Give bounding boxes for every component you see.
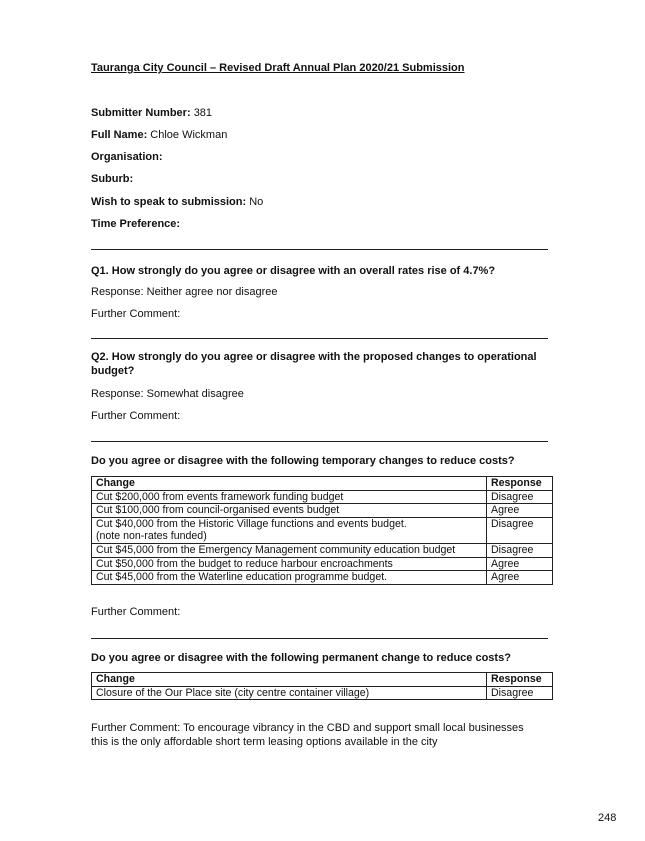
divider [91, 441, 548, 442]
column-header-change: Change [92, 673, 487, 687]
permanent-question: Do you agree or disagree with the following permanent change to reduce costs? [91, 652, 511, 664]
full-name-field [91, 129, 227, 141]
column-header-response: Response [487, 477, 553, 491]
response-cell: Agree [487, 571, 553, 585]
table-row [92, 517, 553, 543]
table-row [92, 504, 553, 518]
change-cell: Cut $100,000 from council-organised events budget [92, 504, 487, 518]
temporary-changes-table [91, 476, 553, 585]
response-cell: Agree [487, 504, 553, 518]
page-number: 248 [598, 812, 617, 824]
divider [91, 249, 548, 250]
q1-question: Q1. How strongly do you agree or disagree with an overall rates rise of 4.7%? [91, 265, 496, 277]
table-row [92, 571, 553, 585]
temporary-further-comment: Further Comment: [91, 606, 181, 618]
divider [91, 638, 548, 639]
q1-further-comment: Further Comment: [91, 308, 181, 320]
submitter-number-field [91, 107, 212, 119]
response-cell: Disagree [487, 543, 553, 557]
comment-line: Further Comment: To encourage vibrancy in the CBD and support small local businesses [91, 722, 524, 734]
permanent-further-comment [91, 721, 524, 749]
response-cell: Agree [487, 557, 553, 571]
organisation-field [91, 151, 163, 163]
suburb-field [91, 173, 133, 185]
response-cell: Disagree [487, 686, 553, 700]
change-cell [92, 517, 487, 543]
column-header-response: Response [487, 673, 553, 687]
q2-response: Response: Somewhat disagree [91, 388, 244, 400]
comment-line: this is the only affordable short term leasing options available in the city [91, 736, 438, 748]
organisation-label: Organisation: [91, 151, 163, 163]
submitter-number-value: 381 [193, 107, 213, 119]
change-cell: Cut $200,000 from events framework funding budget [92, 490, 487, 504]
response-cell: Disagree [487, 490, 553, 504]
q2-further-comment: Further Comment: [91, 410, 181, 422]
q1-response: Response: Neither agree nor disagree [91, 286, 278, 298]
full-name-value: Chloe Wickman [150, 129, 228, 141]
response-cell: Disagree [487, 517, 553, 543]
full-name-label: Full Name: [91, 129, 148, 141]
change-text: Cut $40,000 from the Historic Village functions and events budget. [96, 517, 407, 530]
suburb-label: Suburb: [91, 173, 134, 185]
document-title: Tauranga City Council – Revised Draft Annual Plan 2020/21 Submission [91, 62, 465, 74]
table-header-row [92, 477, 553, 491]
permanent-change-table [91, 672, 553, 700]
wish-to-speak-value: No [249, 196, 264, 208]
change-cell: Cut $45,000 from the Emergency Management community education budget [92, 543, 487, 557]
change-cell: Cut $45,000 from the Waterline education programme budget. [92, 571, 487, 585]
column-header-change: Change [92, 477, 487, 491]
wish-to-speak-label: Wish to speak to submission: [91, 196, 247, 208]
table-row [92, 557, 553, 571]
submitter-number-label: Submitter Number: [91, 107, 191, 119]
wish-to-speak-field [91, 196, 263, 208]
table-row [92, 543, 553, 557]
change-cell: Closure of the Our Place site (city centre container village) [92, 686, 487, 700]
table-row [92, 686, 553, 700]
q2-question: Q2. How strongly do you agree or disagree with the proposed changes to operational budget? [91, 351, 537, 377]
table-row [92, 490, 553, 504]
change-cell: Cut $50,000 from the budget to reduce harbour encroachments [92, 557, 487, 571]
table-header-row [92, 673, 553, 687]
temporary-question: Do you agree or disagree with the following temporary changes to reduce costs? [91, 455, 515, 467]
change-note: (note non-rates funded) [96, 530, 207, 543]
time-preference-field [91, 218, 180, 230]
time-preference-label: Time Preference: [91, 218, 181, 230]
divider [91, 338, 548, 339]
